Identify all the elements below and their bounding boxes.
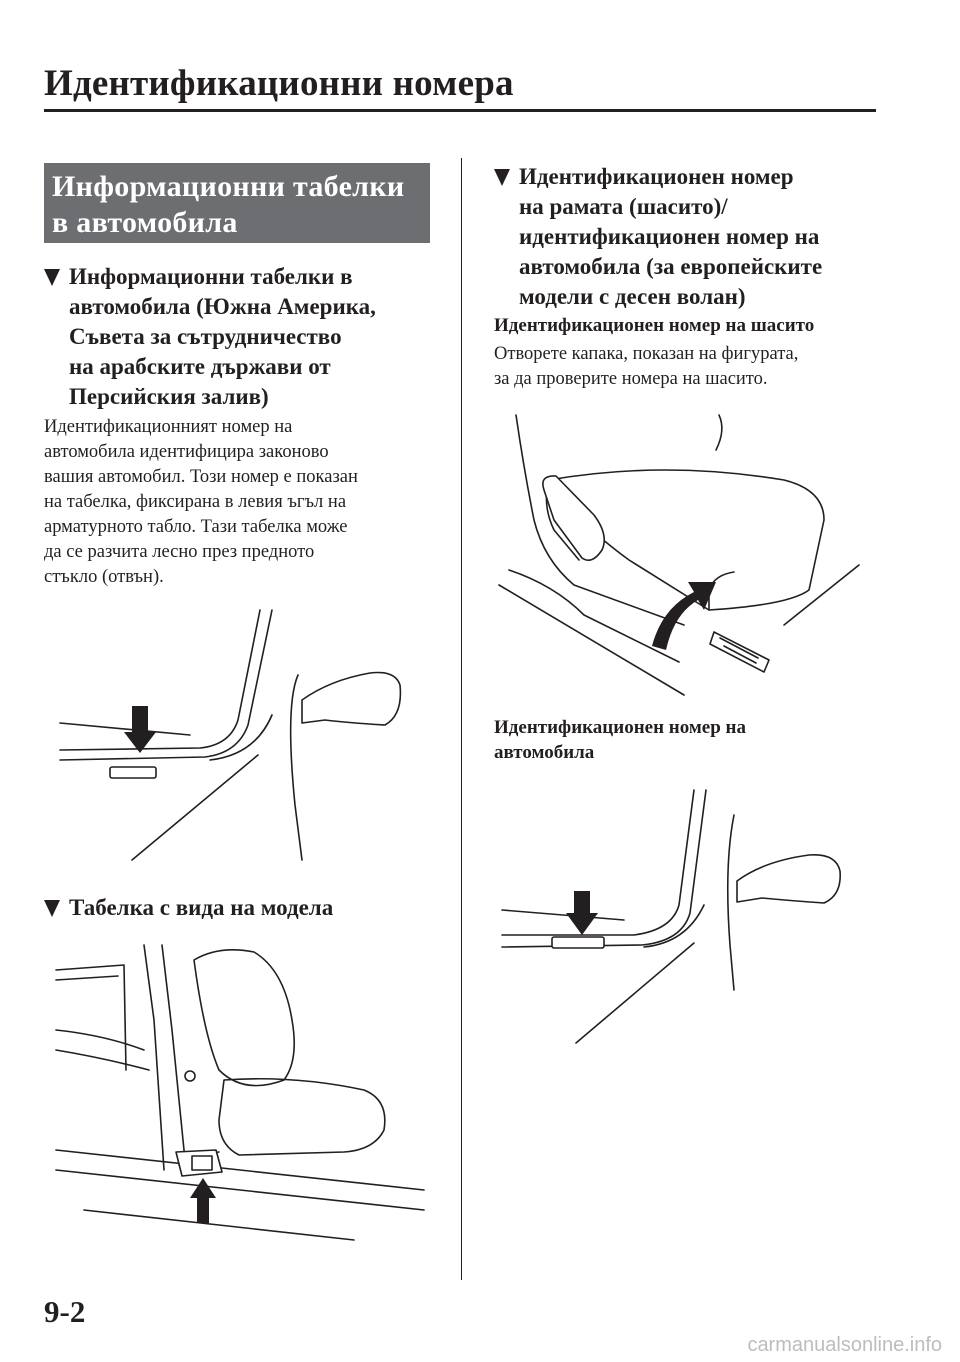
section-title-box: [44, 163, 430, 243]
header-divider: [44, 109, 876, 112]
triangle-bullet-icon: [44, 900, 60, 917]
vin-description-paragraph: Идентификационният номер на автомобила идентифицира законово вашия автомобил. Този номер е показан на табелка, фиксирана в левия ъгъл на арматурното табло. Тази табелка може да се разчита лесно през предното стъкло (отвън).: [44, 417, 358, 587]
chassis-number-cover-illustration: [494, 410, 874, 700]
triangle-bullet-icon: [44, 269, 60, 286]
vehicle-vin-plate-illustration: [494, 785, 874, 1050]
triangle-bullet-icon: [494, 169, 510, 186]
subheading-info-plates-south-america: Информационни табелки в автомобила (Южна Америка, Съвета за сътрудничество на арабските държави от Персийския залив): [44, 262, 444, 412]
model-plate-seat-illustration: [44, 940, 444, 1240]
page-title: Идентификационни номера: [44, 63, 514, 104]
subheading-model-type-plate: Табелка с вида на модела: [44, 893, 444, 923]
subheading-chassis-number: Идентификационен номер на рамата (шасито)/ идентификационен номер на автомобила (за европейските модели с десен волан): [494, 162, 894, 312]
vehicle-id-number-caption: Идентификационен номер на автомобила: [494, 717, 747, 763]
section-title-line-1: Информационни табелки: [52, 170, 405, 203]
section-title-line-2: в автомобила: [52, 206, 238, 239]
open-cover-instruction: Отворете капака, показан на фигурата, за да проверите номера на шасито.: [494, 344, 799, 389]
dashboard-vin-plate-illustration: [40, 605, 440, 865]
column-divider: [461, 158, 462, 1280]
page-number: 9-2: [44, 1294, 86, 1329]
chassis-number-caption: Идентификационен номер на шасито: [494, 315, 815, 336]
site-watermark: carmanualsonline.info: [747, 1334, 942, 1356]
